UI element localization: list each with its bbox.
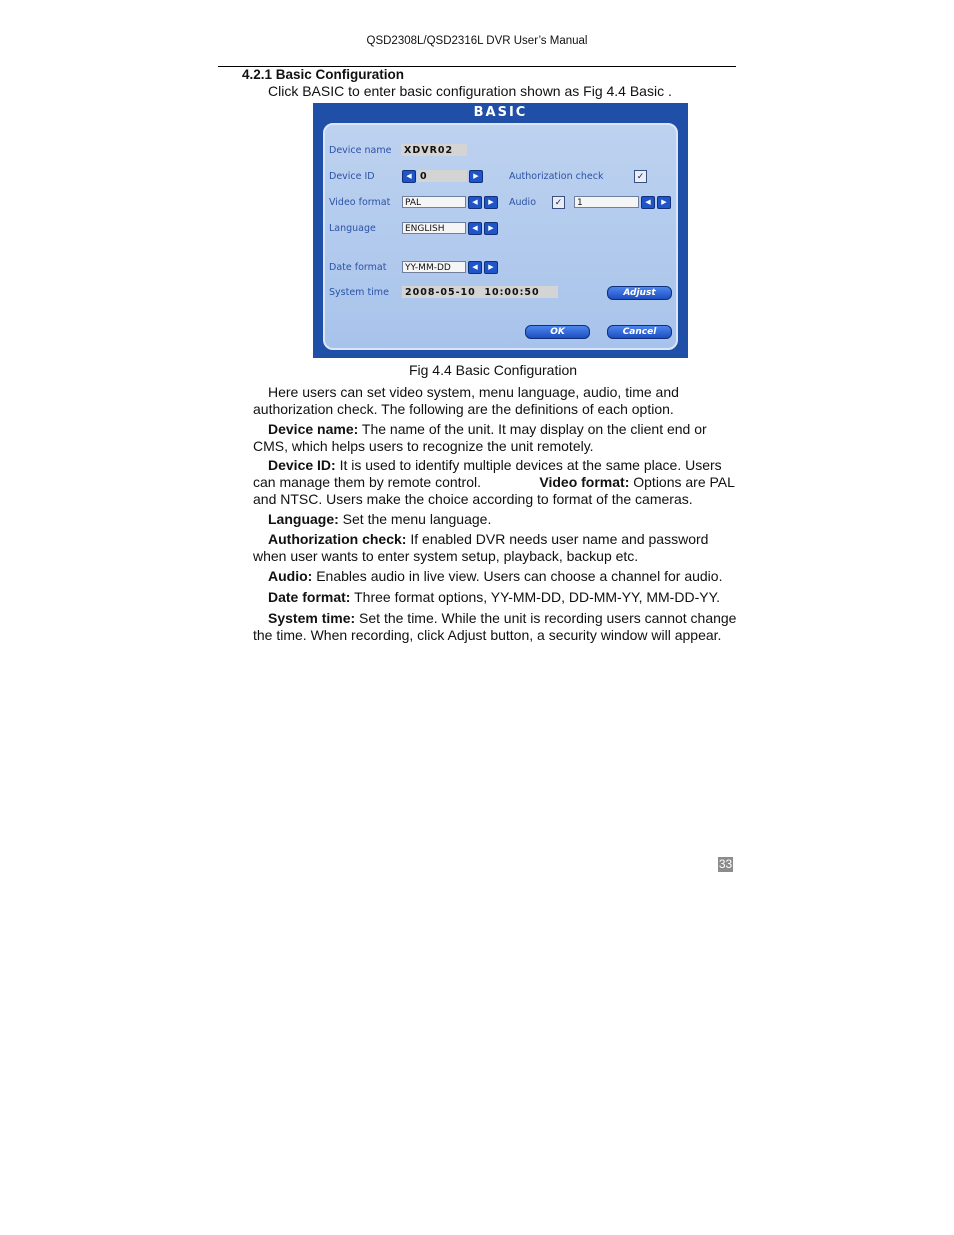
video-format-right-arrow[interactable]: ▶ <box>484 196 498 209</box>
language-left-arrow[interactable]: ◀ <box>468 222 482 235</box>
audio-label: Audio <box>509 197 537 208</box>
ok-button[interactable]: OK <box>525 325 590 339</box>
cancel-button[interactable]: Cancel <box>607 325 672 339</box>
page-number: 33 <box>718 857 733 871</box>
dialog-title: BASIC <box>473 105 528 120</box>
system-time-term: System time: <box>268 610 356 626</box>
auth-term: Authorization check: <box>268 531 407 547</box>
date-format-term: Date format: <box>268 589 351 605</box>
date-format-left-arrow[interactable]: ◀ <box>468 261 482 274</box>
device-id-label: Device ID <box>329 171 375 182</box>
audio-desc: Enables audio in live view. Users can choose a channel for audio. <box>312 568 723 584</box>
auth-paragraph <box>253 531 737 565</box>
language-desc: Set the menu language. <box>338 511 492 527</box>
video-format-field[interactable]: PAL <box>402 196 466 208</box>
page-header: QSD2308L/QSD2316L DVR User’s Manual <box>366 35 588 47</box>
device-name-field[interactable]: XDVR02 <box>401 144 467 156</box>
figure-caption: Fig 4.4 Basic Configuration <box>408 362 578 378</box>
auth-check-label: Authorization check <box>509 171 604 182</box>
body-paragraph <box>253 384 737 418</box>
video-format-term: Video format: <box>539 474 630 490</box>
device-id-left-arrow[interactable]: ◀ <box>402 170 416 183</box>
date-format-field[interactable]: YY-MM-DD <box>402 261 466 273</box>
section-title: 4.2.1 Basic Configuration <box>242 67 405 82</box>
audio-term: Audio: <box>268 568 313 584</box>
language-paragraph <box>253 511 737 528</box>
date-format-paragraph <box>253 589 737 606</box>
audio-paragraph <box>253 568 737 585</box>
dialog-panel <box>323 123 678 350</box>
auth-checkbox[interactable]: ✓ <box>634 170 647 183</box>
audio-right-arrow[interactable]: ▶ <box>657 196 671 209</box>
audio-channel-field[interactable]: 1 <box>574 196 639 208</box>
video-format-desc: Options are PAL and NTSC. Users make the choice according to format of the cameras. <box>253 474 735 507</box>
intro-paragraph: Here users can set video system, menu language, audio, time and authorization check. The following are the definitions of each option. <box>253 384 679 417</box>
device-id-term: Device ID: <box>268 457 336 473</box>
date-format-right-arrow[interactable]: ▶ <box>484 261 498 274</box>
language-right-arrow[interactable]: ▶ <box>484 222 498 235</box>
date-format-desc: Three format options, YY-MM-DD, DD-MM-YY, MM-DD-YY. <box>350 589 720 605</box>
auth-desc: If enabled DVR needs user name and password when user wants to enter system setup, playback, backup etc. <box>253 531 709 564</box>
video-format-label: Video format <box>329 197 391 208</box>
system-time-label: System time <box>329 287 389 298</box>
device-name-desc: The name of the unit. It may display on the client end or CMS, which helps users to recognize the unit remotely. <box>253 421 707 454</box>
device-id-right-arrow[interactable]: ▶ <box>469 170 483 183</box>
basic-config-screenshot <box>313 103 688 358</box>
device-name-paragraph <box>253 421 737 455</box>
system-time-field[interactable]: 2008-05-10 10:00:50 <box>402 286 558 298</box>
date-format-label: Date format <box>329 262 387 273</box>
intro-text: Click BASIC to enter basic configuration shown as Fig 4.4 Basic . <box>268 83 672 99</box>
device-id-field[interactable]: 0 <box>417 170 467 182</box>
audio-left-arrow[interactable]: ◀ <box>641 196 655 209</box>
system-time-desc: Set the time. While the unit is recording users cannot change the time. When recording, click Adjust button, a security window will appear. <box>253 610 737 643</box>
system-time-paragraph <box>253 610 737 644</box>
device-name-term: Device name: <box>268 421 359 437</box>
device-id-paragraph <box>253 457 737 508</box>
device-name-label: Device name <box>329 145 392 156</box>
video-format-left-arrow[interactable]: ◀ <box>468 196 482 209</box>
audio-checkbox[interactable]: ✓ <box>552 196 565 209</box>
language-label: Language <box>329 223 376 234</box>
language-field[interactable]: ENGLISH <box>402 222 466 234</box>
device-id-desc: It is used to identify multiple devices at the same place. Users can manage them by remote control. <box>253 457 722 490</box>
language-term: Language: <box>268 511 339 527</box>
adjust-button[interactable]: Adjust <box>607 286 672 300</box>
